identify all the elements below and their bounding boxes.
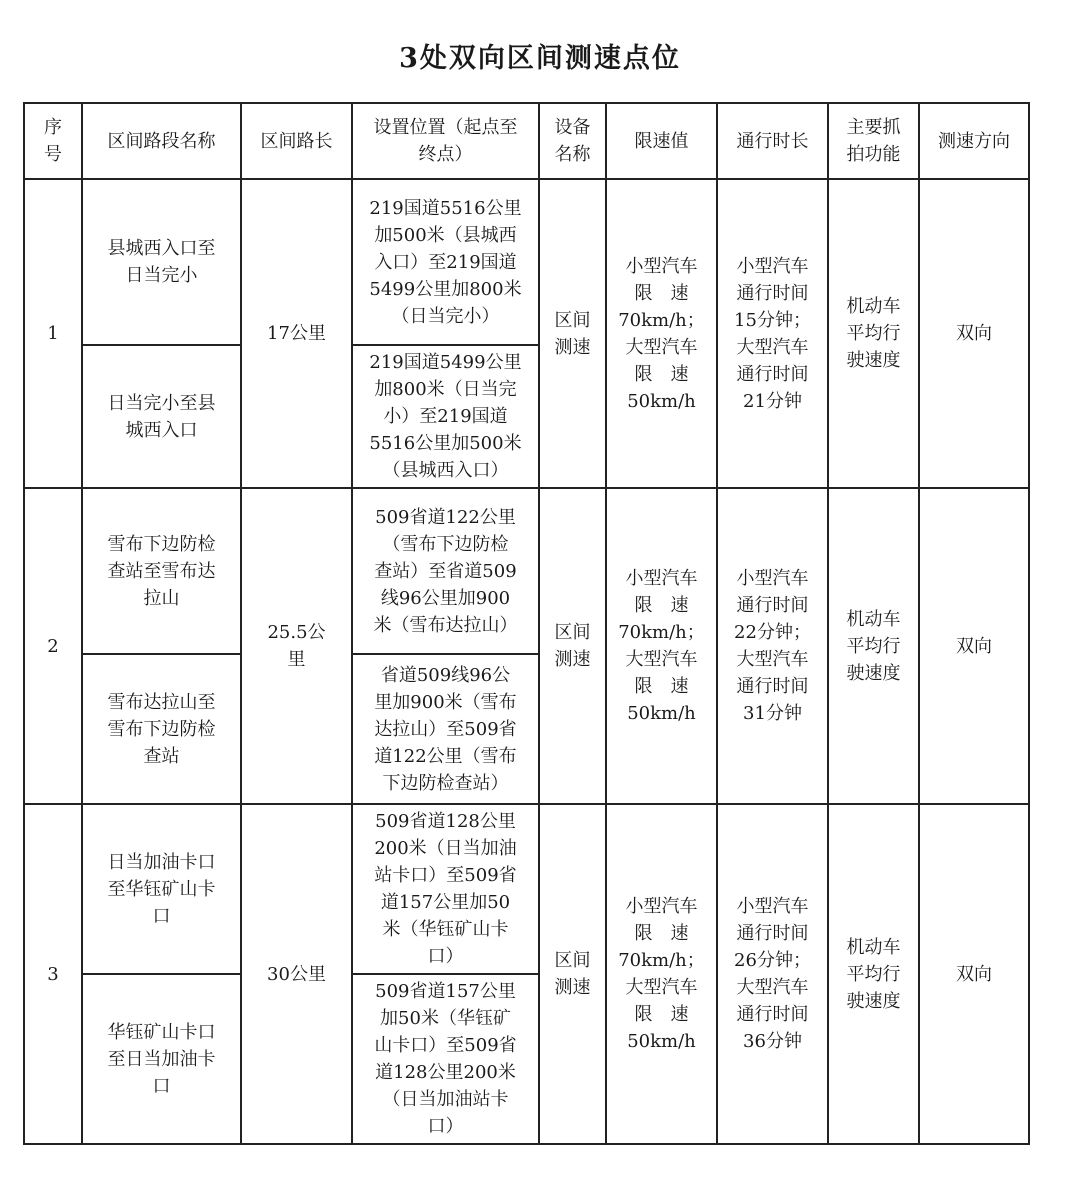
header-travel-time: 通行时长 <box>717 103 828 179</box>
segment-position: 509省道128公里 200米（日当加油 站卡口）至509省 道157公里加50 米（华钰矿山卡 口） <box>352 804 539 974</box>
speed-limit: 小型汽车 限 速 70km/h； 大型汽车 限 速 50km/h <box>606 179 717 488</box>
row-seq: 1 <box>24 179 82 488</box>
travel-time: 小型汽车 通行时间 15分钟； 大型汽车 通行时间 21分钟 <box>717 179 828 488</box>
segment-name: 县城西入口至 日当完小 <box>82 179 241 345</box>
segment-position: 219国道5499公里 加800米（日当完 小）至219国道 5516公里加500米 （县城西入口） <box>352 345 539 488</box>
segment-name: 日当完小至县 城西入口 <box>82 345 241 488</box>
device-name: 区间 测速 <box>539 179 606 488</box>
segment-name: 华钰矿山卡口 至日当加油卡 口 <box>82 974 241 1144</box>
direction: 双向 <box>919 179 1029 488</box>
segment-length: 17公里 <box>241 179 352 488</box>
row-seq: 3 <box>24 804 82 1144</box>
document-title: 3处双向区间测速点位 <box>399 43 681 74</box>
segment-position: 219国道5516公里 加500米（县城西 入口）至219国道 5499公里加800米 （日当完小） <box>352 179 539 345</box>
direction: 双向 <box>919 488 1029 804</box>
segment-position: 509省道157公里 加50米（华钰矿 山卡口）至509省 道128公里200米 （日当加油站卡 口） <box>352 974 539 1144</box>
segment-name: 雪布下边防检 查站至雪布达 拉山 <box>82 488 241 654</box>
speed-limit: 小型汽车 限 速 70km/h； 大型汽车 限 速 50km/h <box>606 488 717 804</box>
speed-checkpoint-table <box>23 102 1030 1145</box>
table-row <box>24 488 1029 654</box>
travel-time: 小型汽车 通行时间 22分钟； 大型汽车 通行时间 31分钟 <box>717 488 828 804</box>
segment-position: 省道509线96公 里加900米（雪布 达拉山）至509省 道122公里（雪布 下边防检查站） <box>352 654 539 804</box>
direction: 双向 <box>919 804 1029 1144</box>
header-speed-limit: 限速值 <box>606 103 717 179</box>
segment-length: 25.5公 里 <box>241 488 352 804</box>
header-row <box>24 103 1029 179</box>
speed-limit: 小型汽车 限 速 70km/h； 大型汽车 限 速 50km/h <box>606 804 717 1144</box>
travel-time: 小型汽车 通行时间 26分钟； 大型汽车 通行时间 36分钟 <box>717 804 828 1144</box>
header-position: 设置位置（起点至 终点） <box>352 103 539 179</box>
table-row <box>24 804 1029 974</box>
table-row <box>24 179 1029 345</box>
header-seq: 序 号 <box>24 103 82 179</box>
segment-name: 日当加油卡口 至华钰矿山卡 口 <box>82 804 241 974</box>
header-function: 主要抓 拍功能 <box>828 103 919 179</box>
segment-position: 509省道122公里 （雪布下边防检 查站）至省道509 线96公里加900 米（雪布达拉山） <box>352 488 539 654</box>
capture-function: 机动车 平均行 驶速度 <box>828 488 919 804</box>
header-length: 区间路长 <box>241 103 352 179</box>
device-name: 区间 测速 <box>539 488 606 804</box>
capture-function: 机动车 平均行 驶速度 <box>828 179 919 488</box>
capture-function: 机动车 平均行 驶速度 <box>828 804 919 1144</box>
device-name: 区间 测速 <box>539 804 606 1144</box>
header-device: 设备 名称 <box>539 103 606 179</box>
segment-length: 30公里 <box>241 804 352 1144</box>
header-direction: 测速方向 <box>919 103 1029 179</box>
header-segment-name: 区间路段名称 <box>82 103 241 179</box>
row-seq: 2 <box>24 488 82 804</box>
segment-name: 雪布达拉山至 雪布下边防检 查站 <box>82 654 241 804</box>
